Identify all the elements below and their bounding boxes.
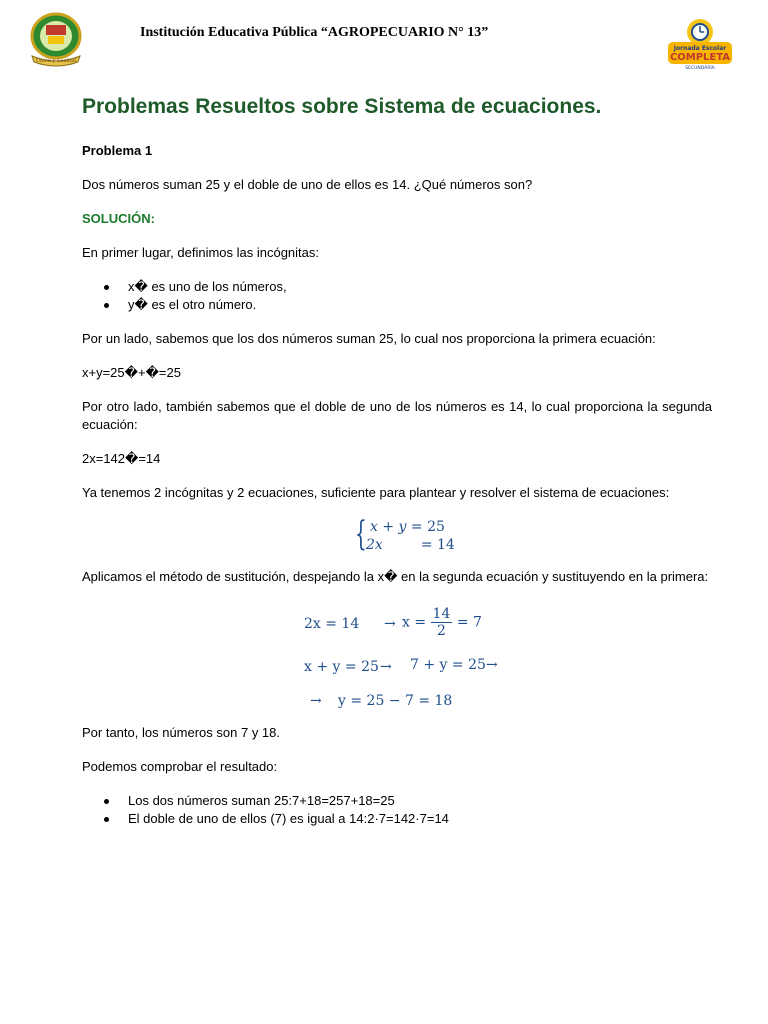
solution-label: SOLUCIÓN: — [82, 211, 155, 226]
first-equation-paragraph: Por un lado, sabemos que los dos números suman 25, lo cual nos proporciona la primera ecuación: — [82, 331, 656, 346]
second-equation-paragraph: Por otro lado, también sabemos que el doble de uno de los números es 14, lo cual proporciona la segunda ecuación: — [82, 399, 712, 432]
system-equation-2: 2x = 14 — [366, 537, 455, 553]
bullet-icon — [104, 303, 109, 308]
bullet-icon — [104, 817, 109, 822]
step2-substitution: 7 + y = 25 — [410, 657, 486, 673]
problem-statement: Dos números suman 25 y el doble de uno de ellos es 14. ¿Qué números son? — [82, 177, 533, 192]
method-paragraph: Aplicamos el método de sustitución, despejando la x� en la segunda ecuación y sustituyendo en la primera: — [82, 569, 709, 584]
svg-text:Jornada Escolar: Jornada Escolar — [673, 45, 727, 52]
logo-left-motto: Unión y Lealtad — [35, 58, 77, 64]
solution-step-1 — [82, 602, 712, 646]
bullet-icon — [104, 285, 109, 290]
page-header — [0, 0, 768, 80]
conclusion-paragraph: Por tanto, los números son 7 y 18. — [82, 725, 280, 740]
arrow-icon: → — [380, 659, 392, 675]
brace-icon: { — [354, 514, 367, 554]
second-equation: 2x=142�=14 — [82, 451, 161, 466]
equation-system — [82, 514, 712, 554]
list-item: y� es el otro número. — [82, 296, 712, 314]
svg-text:SECUNDARIA: SECUNDARIA — [685, 66, 715, 71]
check-intro: Podemos comprobar el resultado: — [82, 759, 278, 774]
solution-step-2 — [82, 656, 712, 678]
step3-result: y = 25 − 7 = 18 — [338, 693, 453, 709]
document-title: Problemas Resueltos sobre Sistema de ecuaciones. — [82, 95, 602, 118]
problem-label: Problema 1 — [82, 143, 153, 158]
arrow-icon: → — [486, 657, 498, 673]
document-body — [82, 92, 712, 844]
school-crest-logo — [26, 12, 86, 68]
institution-name: Institución Educativa Pública “AGROPECUARIO N° 13” — [140, 25, 489, 40]
svg-text:COMPLETA: COMPLETA — [669, 52, 731, 63]
step1-lhs: 2x = 14 — [304, 616, 360, 632]
system-paragraph: Ya tenemos 2 incógnitas y 2 ecuaciones, suficiente para plantear y resolver el sistema de ecuaciones: — [82, 485, 670, 500]
system-equation-1: x + y = 25 — [370, 519, 445, 535]
solution-step-3 — [82, 690, 712, 712]
arrow-icon: → — [384, 616, 396, 632]
list-item: x� es uno de los números, — [82, 278, 712, 296]
step1-fraction-expression: x = $\frac{14}{2}$ = 7 — [402, 606, 482, 639]
checks-list — [82, 792, 712, 828]
bullet-icon — [104, 799, 109, 804]
arrow-icon: → — [310, 693, 322, 709]
fraction: $\frac{14}{2}$ — [432, 606, 451, 639]
first-equation: x+y=25�+�=25 — [82, 365, 181, 380]
list-item: Los dos números suman 25:7+18=257+18=25 — [82, 792, 712, 810]
intro-paragraph: En primer lugar, definimos las incógnitas: — [82, 245, 320, 260]
step2-lhs: x + y = 25 — [304, 659, 379, 675]
unknowns-list — [82, 278, 712, 314]
list-item: El doble de uno de ellos (7) es igual a 14:2·7=142·7=14 — [82, 810, 712, 828]
jornada-completa-logo — [662, 14, 738, 72]
